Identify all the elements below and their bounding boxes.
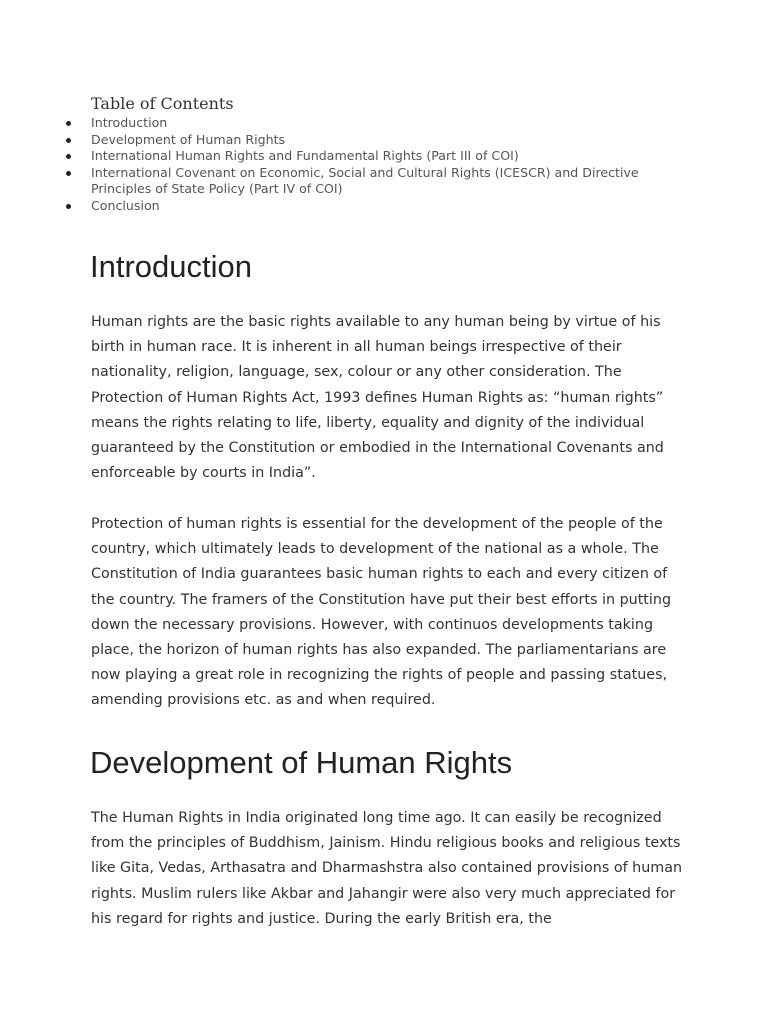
toc-link-development[interactable]: Development of Human Rights xyxy=(91,131,286,147)
toc-item-introduction xyxy=(0,115,768,132)
toc-link-introduction[interactable]: Introduction xyxy=(91,115,168,130)
introduction-paragraph-2: Protection of human rights is essential for the development of the people of the country, which ultimately leads to development of the national as a whole. The Constitution of India guarantees basic human rights to each and every citizen of the country. The framers of the Constitution have put their best efforts in putting down the necessary provisions. However, with continuos developments taking place, the horizon of human rights has also expanded. The parliamentarians are now playing a great role in recognizing the rights of people and passing statues, amending provisions etc. as and when required. xyxy=(91,516,672,709)
toc-item-development xyxy=(0,132,768,149)
toc-item-conclusion xyxy=(0,198,768,215)
bullet-icon xyxy=(66,121,71,126)
section-heading-development: Development of Human Rights xyxy=(90,745,513,780)
toc-item-icescr xyxy=(0,165,768,198)
bullet-icon xyxy=(66,154,71,159)
toc-link-fundamental-rights[interactable]: International Human Rights and Fundamental Rights (Part III of COI) xyxy=(91,148,519,164)
introduction-paragraph-1: Human rights are the basic rights available to any human being by virtue of his birth in human race. It is inherent in all human beings irrespective of their nationality, religion, language, sex, colour or any other consideration. The Protection of Human Rights Act, 1993 defines Human Rights as: “human rights” means the rights relating to life, liberty, equality and dignity of the individual guaranteed by the Constitution or embodied in the International Covenants and enforceable by courts in India”. xyxy=(91,314,664,482)
development-paragraph-1: The Human Rights in India originated long time ago. It can easily be recognized from the principles of Buddhism, Jainism. Hindu religious books and religious texts like Gita, Vedas, Arthasatra and Dharmashstra also contained provisions of human rights. Muslim rulers like Akbar and Jahangir were also very much appreciated for his regard for rights and justice. During the early British era, the xyxy=(91,810,683,927)
toc-item-fundamental-rights xyxy=(0,148,768,165)
bullet-icon xyxy=(66,138,71,143)
bullet-icon xyxy=(66,204,71,209)
toc-list xyxy=(0,115,768,215)
section-heading-introduction: Introduction xyxy=(90,249,252,284)
toc-link-icescr[interactable]: International Covenant on Economic, Social and Cultural Rights (ICESCR) and Directive Principles of State Policy (Part IV of COI) xyxy=(91,164,639,197)
toc-title: Table of Contents xyxy=(91,94,234,113)
bullet-icon xyxy=(66,171,71,176)
toc-link-conclusion[interactable]: Conclusion xyxy=(91,197,160,213)
